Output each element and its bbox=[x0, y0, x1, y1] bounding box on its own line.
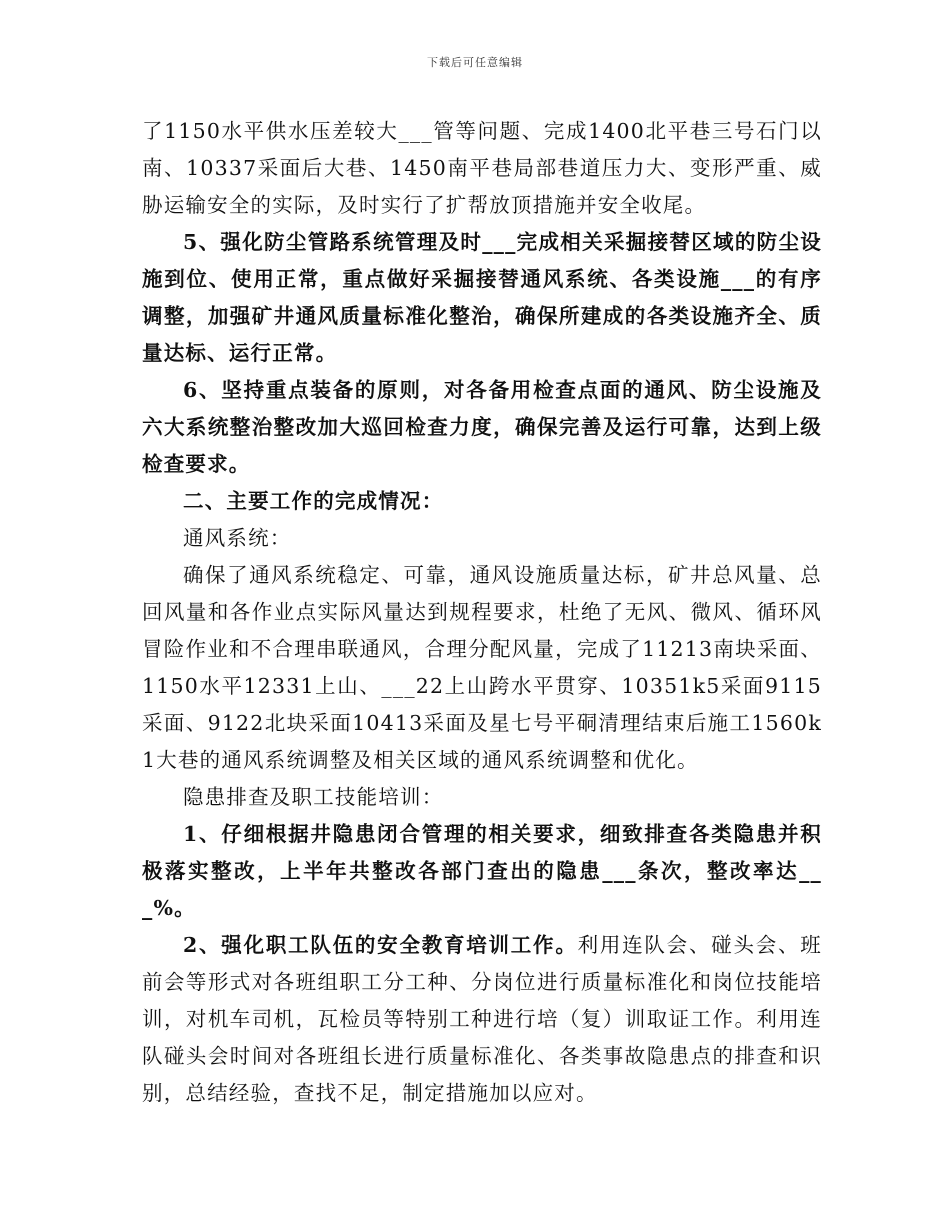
paragraph-hazard-item-1: 1、仔细根据井隐患闭合管理的相关要求，细致排查各类隐患并积极落实整改，上半年共整改各部门查出的隐患___条次，整改率达___%。 bbox=[142, 822, 822, 920]
page-header: 下载后可任意编辑 bbox=[427, 56, 523, 69]
subheading-ventilation: 通风系统： bbox=[183, 526, 292, 550]
section-heading: 二、主要工作的完成情况： bbox=[183, 489, 444, 513]
paragraph-continuation: 了1150水平供水压差较大___管等问题、完成1400北平巷三号石门以南、10337采面后大巷、1450南平巷局部巷道压力大、变形严重、威胁运输安全的实际，及时实行了扩帮放顶措施并安全收尾。 bbox=[142, 119, 822, 217]
paragraph-training-body: 利用连队会、碰头会、班前会等形式对各班组职工分工种、分岗位进行质量标准化和岗位技能培训，对机车司机，瓦检员等特别工种进行培（复）训取证工作。利用连队碰头会时间对各班组长进行质量标准化、各类事故隐患点的排查和识别，总结经验，查找不足，制定措施加以应对。 bbox=[142, 933, 822, 1105]
paragraph-training-lead: 2、强化职工队伍的安全教育培训工作。 bbox=[183, 933, 578, 957]
paragraph-ventilation: 确保了通风系统稳定、可靠，通风设施质量达标，矿井总风量、总回风量和各作业点实际风量达到规程要求，杜绝了无风、微风、循环风冒险作业和不合理串联通风，合理分配风量，完成了11213南块采面、1150水平12331上山、___22上山跨水平贯穿、10351k5采面9115采面、9122北块采面10413采面及星七号平硐清理结束后施工1560k1大巷的通风系统调整及相关区域的通风系统调整和优化。 bbox=[142, 563, 822, 772]
document-body bbox=[142, 113, 822, 1112]
subheading-hazard-training: 隐患排查及职工技能培训： bbox=[183, 785, 444, 809]
paragraph-item-6: 6、坚持重点装备的原则，对各备用检查点面的通风、防尘设施及六大系统整治整改加大巡回检查力度，确保完善及运行可靠，达到上级检查要求。 bbox=[142, 378, 822, 476]
paragraph-training-item-2 bbox=[142, 927, 822, 1112]
paragraph-item-5: 5、强化防尘管路系统管理及时___完成相关采掘接替区域的防尘设施到位、使用正常，重点做好采掘接替通风系统、各类设施___的有序调整，加强矿井通风质量标准化整治，确保所建成的各类设施齐全、质量达标、运行正常。 bbox=[142, 230, 822, 365]
